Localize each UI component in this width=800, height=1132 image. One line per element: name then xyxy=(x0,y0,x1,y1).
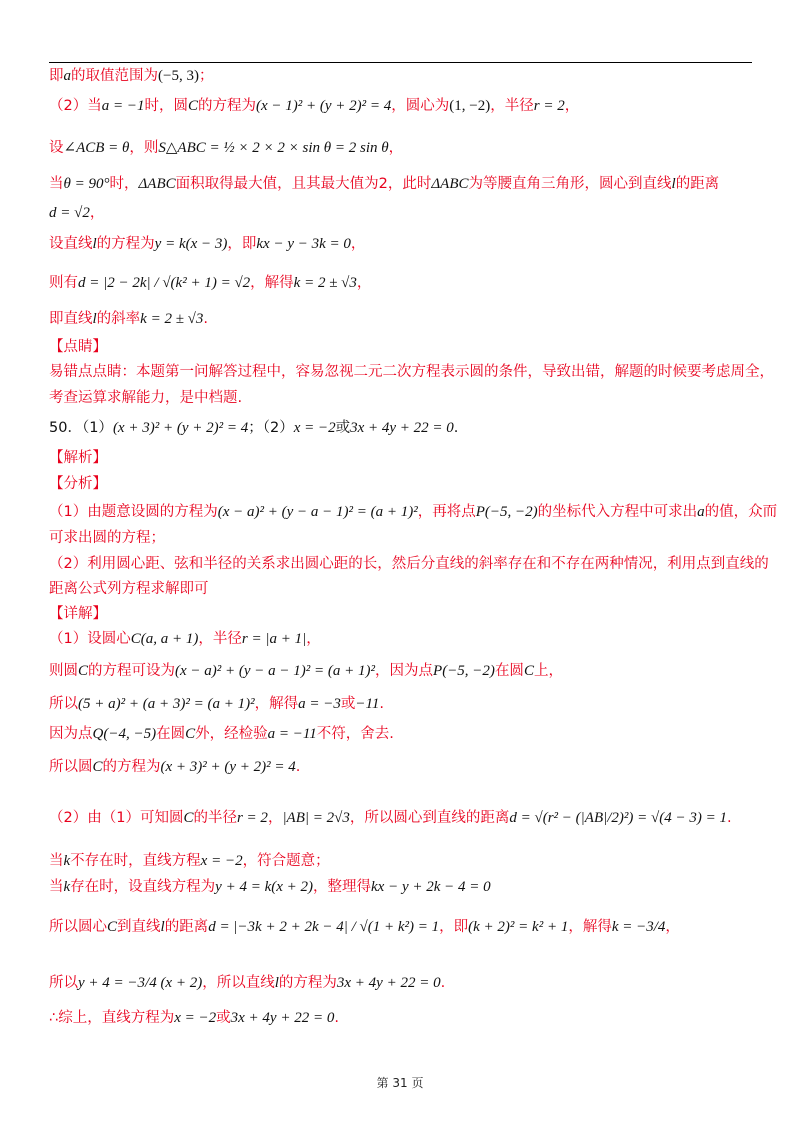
math-expression: P(−5, −2) xyxy=(475,504,538,520)
math-expression: (x − a)² + (y − a − 1)² = (a + 1)² xyxy=(175,663,376,679)
text-segment: 的取值范围为 xyxy=(71,68,158,84)
text-segment: 的半径 xyxy=(193,810,237,826)
math-expression: (x − a)² + (y − a − 1)² = (a + 1)² xyxy=(217,504,418,520)
text-segment: 的斜率 xyxy=(96,311,141,327)
text-segment: . xyxy=(727,810,732,826)
text-line xyxy=(49,388,242,408)
text-segment: ，所以直线 xyxy=(202,975,275,991)
text-segment: 50．（1） xyxy=(49,420,113,436)
math-expression: a xyxy=(697,504,705,520)
text-segment: . xyxy=(203,311,209,327)
text-segment: 或 xyxy=(340,696,356,712)
text-segment: 考查运算求解能力，是中档题. xyxy=(49,390,243,406)
text-segment: 可求出圆的方程； xyxy=(49,530,165,546)
text-segment: 【点睛】 xyxy=(49,339,107,355)
text-segment: ，再将点 xyxy=(417,504,476,520)
text-line xyxy=(49,757,300,777)
text-segment: 面积取得最大值，且其最大值为2，此时 xyxy=(175,176,432,192)
text-segment: 则有 xyxy=(49,275,78,291)
text-segment: ，解得 xyxy=(568,919,612,935)
math-expression: (5 + a)² + (a + 3)² = (a + 1)² xyxy=(78,696,255,712)
text-line xyxy=(49,502,777,522)
text-segment: 的值，众而 xyxy=(704,504,778,520)
math-expression: −11 xyxy=(355,696,380,712)
text-line xyxy=(49,96,579,116)
header-rule xyxy=(49,62,752,63)
math-expression: r = 2 xyxy=(236,810,268,826)
text-line xyxy=(49,661,563,681)
text-segment: 所以圆 xyxy=(49,759,93,775)
text-segment: 不存在时，直线方程 xyxy=(70,853,201,869)
text-line xyxy=(49,138,403,158)
math-expression: x = −2 xyxy=(174,1010,217,1026)
text-segment: . xyxy=(440,975,446,991)
math-expression: l xyxy=(160,919,165,935)
text-line xyxy=(49,234,365,254)
text-line xyxy=(49,448,107,468)
math-expression: x = −2 xyxy=(293,420,336,436)
math-expression: (x + 3)² + (y + 2)² = 4 xyxy=(112,420,249,436)
math-expression: θ = 90° xyxy=(63,176,110,192)
text-line xyxy=(49,362,774,382)
text-segment: 在圆 xyxy=(494,663,524,679)
text-segment: 当 xyxy=(49,879,64,895)
text-segment: 的方程为 xyxy=(96,236,155,252)
math-expression: P(−5, −2) xyxy=(433,663,495,679)
text-segment: 存在时，设直线方程为 xyxy=(70,879,216,895)
text-segment: ， xyxy=(388,140,404,156)
text-segment: 【解析】 xyxy=(49,450,107,466)
text-segment: ，即 xyxy=(227,236,257,252)
math-expression: y + 4 = k(x + 2) xyxy=(215,879,314,895)
math-expression: r = 2 xyxy=(533,98,565,114)
math-expression: d = √2 xyxy=(49,205,90,221)
text-segment: ， xyxy=(350,236,366,252)
math-expression: |AB| = 2√3 xyxy=(282,810,350,826)
text-segment: ，解得 xyxy=(254,696,299,712)
text-segment: . xyxy=(453,420,459,436)
text-line xyxy=(49,418,458,438)
text-segment: ，因为点 xyxy=(375,663,434,679)
text-line xyxy=(49,877,491,897)
math-expression: a xyxy=(63,68,71,84)
math-expression: ΔABC xyxy=(431,176,469,192)
text-segment: 时，圆 xyxy=(144,98,188,114)
text-segment: 的坐标代入方程中可求出 xyxy=(537,504,698,520)
math-expression: d = |−3k + 2 + 2k − 4| / √(1 + k²) = 1 xyxy=(208,919,440,935)
text-segment: 或 xyxy=(216,1010,231,1026)
math-expression: k = 2 ± √3 xyxy=(140,311,204,327)
math-expression: 3x + 4y + 22 = 0 xyxy=(336,975,441,991)
text-segment: 即 xyxy=(49,68,64,84)
text-segment: ，符合题意； xyxy=(242,853,330,869)
text-line xyxy=(49,203,104,223)
math-expression: x = −2 xyxy=(200,853,243,869)
math-expression: (−5, 3) xyxy=(158,68,199,84)
math-expression: a = −11 xyxy=(267,726,317,742)
text-line xyxy=(49,528,165,548)
math-expression: r = |a + 1| xyxy=(241,631,307,647)
text-line xyxy=(49,554,769,574)
text-segment: 所以 xyxy=(49,975,78,991)
text-segment: 的距离 xyxy=(164,919,209,935)
text-segment: . xyxy=(295,759,301,775)
text-segment: 不符，舍去. xyxy=(316,726,394,742)
text-line xyxy=(49,273,371,293)
page-number: 第 31 页 xyxy=(376,1076,424,1090)
text-segment: （1）由题意设圆的方程为 xyxy=(49,504,218,520)
math-expression: S△ABC = ½ × 2 × 2 × sin θ = 2 sin θ xyxy=(158,140,389,156)
math-expression: a = −3 xyxy=(298,696,341,712)
text-segment: ， xyxy=(89,205,105,221)
text-segment: . xyxy=(379,696,384,712)
math-expression: C(a, a + 1) xyxy=(130,631,199,647)
text-line xyxy=(49,694,384,714)
text-segment: ， xyxy=(564,98,580,114)
text-segment: 即直线 xyxy=(49,311,93,327)
text-segment: 设 xyxy=(49,140,64,156)
text-segment: 的方程为 xyxy=(102,759,161,775)
text-segment: ，即 xyxy=(439,919,469,935)
text-line xyxy=(49,604,107,624)
text-line xyxy=(49,579,209,599)
text-segment: . xyxy=(334,1010,339,1026)
math-expression: k = −3/4 xyxy=(611,919,666,935)
text-segment: ，解得 xyxy=(250,275,294,291)
math-expression: l xyxy=(92,236,97,252)
text-segment: 【分析】 xyxy=(49,476,107,492)
text-segment: 的方程可设为 xyxy=(88,663,176,679)
text-line xyxy=(49,66,213,86)
text-line xyxy=(49,174,719,194)
text-segment: 当 xyxy=(49,853,64,869)
math-expression: d = |2 − 2k| / √(k² + 1) = √2 xyxy=(78,275,251,291)
text-segment: 因为点 xyxy=(49,726,93,742)
math-expression: C xyxy=(78,663,89,679)
text-segment: ， xyxy=(356,275,372,291)
text-line xyxy=(49,337,107,357)
text-segment: 所以 xyxy=(49,696,78,712)
math-expression: C xyxy=(523,663,534,679)
text-segment: 的方程为 xyxy=(278,975,337,991)
text-segment: 易错点点睛：本题第一问解答过程中，容易忽视二元二次方程表示圆的条件，导致出错，解题的时候要考虑周全， xyxy=(49,364,774,380)
text-segment: ，则 xyxy=(129,140,159,156)
math-expression: l xyxy=(671,176,676,192)
text-segment: 的方程为 xyxy=(198,98,256,114)
math-expression: k xyxy=(63,879,71,895)
text-segment: （2）当 xyxy=(49,98,102,114)
math-expression: a = −1 xyxy=(101,98,145,114)
text-segment: ∴综上，直线方程为 xyxy=(49,1010,175,1026)
text-segment: 所以圆心 xyxy=(49,919,107,935)
text-segment: ，半径 xyxy=(198,631,242,647)
text-segment: 为等腰直角三角形，圆心到直线 xyxy=(468,176,672,192)
text-line xyxy=(49,973,445,993)
math-expression: C xyxy=(187,98,198,114)
math-expression: (k + 2)² = k² + 1 xyxy=(468,919,569,935)
text-segment: 外，经检验 xyxy=(195,726,268,742)
math-expression: d = √(r² − (|AB|/2)²) = √(4 − 3) = 1 xyxy=(509,810,727,826)
math-expression: C xyxy=(183,810,194,826)
text-line xyxy=(49,309,208,329)
text-segment: 上， xyxy=(533,663,563,679)
text-line xyxy=(49,629,321,649)
text-segment: 设直线 xyxy=(49,236,93,252)
math-expression: (1, −2) xyxy=(449,98,491,114)
math-expression: l xyxy=(274,975,279,991)
text-segment: ，圆心为 xyxy=(391,98,450,114)
text-segment: ， xyxy=(267,810,283,826)
text-segment: 的距离 xyxy=(675,176,720,192)
math-expression: Q(−4, −5) xyxy=(92,726,157,742)
text-segment: （1）设圆心 xyxy=(49,631,131,647)
text-line xyxy=(49,851,330,871)
text-segment: 当 xyxy=(49,176,64,192)
text-line xyxy=(49,808,732,828)
text-segment: 在圆 xyxy=(156,726,186,742)
math-expression: y + 4 = −3/4 (x + 2) xyxy=(78,975,203,991)
math-expression: l xyxy=(92,311,97,327)
math-expression: (x + 3)² + (y + 2)² = 4 xyxy=(160,759,296,775)
math-expression: 3x + 4y + 22 = 0 xyxy=(350,420,454,436)
text-segment: ，整理得 xyxy=(313,879,372,895)
text-segment: 距离公式列方程求解即可 xyxy=(49,581,209,597)
text-segment: 时， xyxy=(109,176,139,192)
text-segment: ； xyxy=(198,68,214,84)
text-line xyxy=(49,724,394,744)
math-expression: k = 2 ± √3 xyxy=(293,275,357,291)
text-segment: （2）由（1）可知圆 xyxy=(49,810,184,826)
math-expression: ΔABC xyxy=(138,176,176,192)
text-segment: ， xyxy=(306,631,321,647)
math-expression: k xyxy=(63,853,71,869)
text-segment: ，半径 xyxy=(490,98,534,114)
text-segment: 【详解】 xyxy=(49,606,107,622)
math-expression: kx − y − 3k = 0 xyxy=(256,236,351,252)
math-expression: C xyxy=(185,726,196,742)
text-segment: ；（2） xyxy=(248,420,294,436)
text-line xyxy=(49,917,680,937)
math-expression: (x − 1)² + (y + 2)² = 4 xyxy=(256,98,392,114)
text-segment: （2）利用圆心距、弦和半径的关系求出圆心距的长，然后分直线的斜率存在和不存在两种情况，利用点到直线的 xyxy=(49,556,769,572)
math-expression: kx − y + 2k − 4 = 0 xyxy=(371,879,491,895)
math-expression: C xyxy=(92,759,103,775)
math-expression: y = k(x − 3) xyxy=(154,236,228,252)
text-segment: ， xyxy=(665,919,680,935)
math-expression: 3x + 4y + 22 = 0 xyxy=(230,1010,335,1026)
text-line xyxy=(49,1008,339,1028)
text-segment: 到直线 xyxy=(117,919,161,935)
text-segment: 则圆 xyxy=(49,663,78,679)
text-line xyxy=(49,474,107,494)
text-segment: ，所以圆心到直线的距离 xyxy=(349,810,510,826)
text-segment: 或 xyxy=(335,420,351,436)
math-expression: ∠ACB = θ xyxy=(63,140,130,156)
math-expression: C xyxy=(107,919,118,935)
